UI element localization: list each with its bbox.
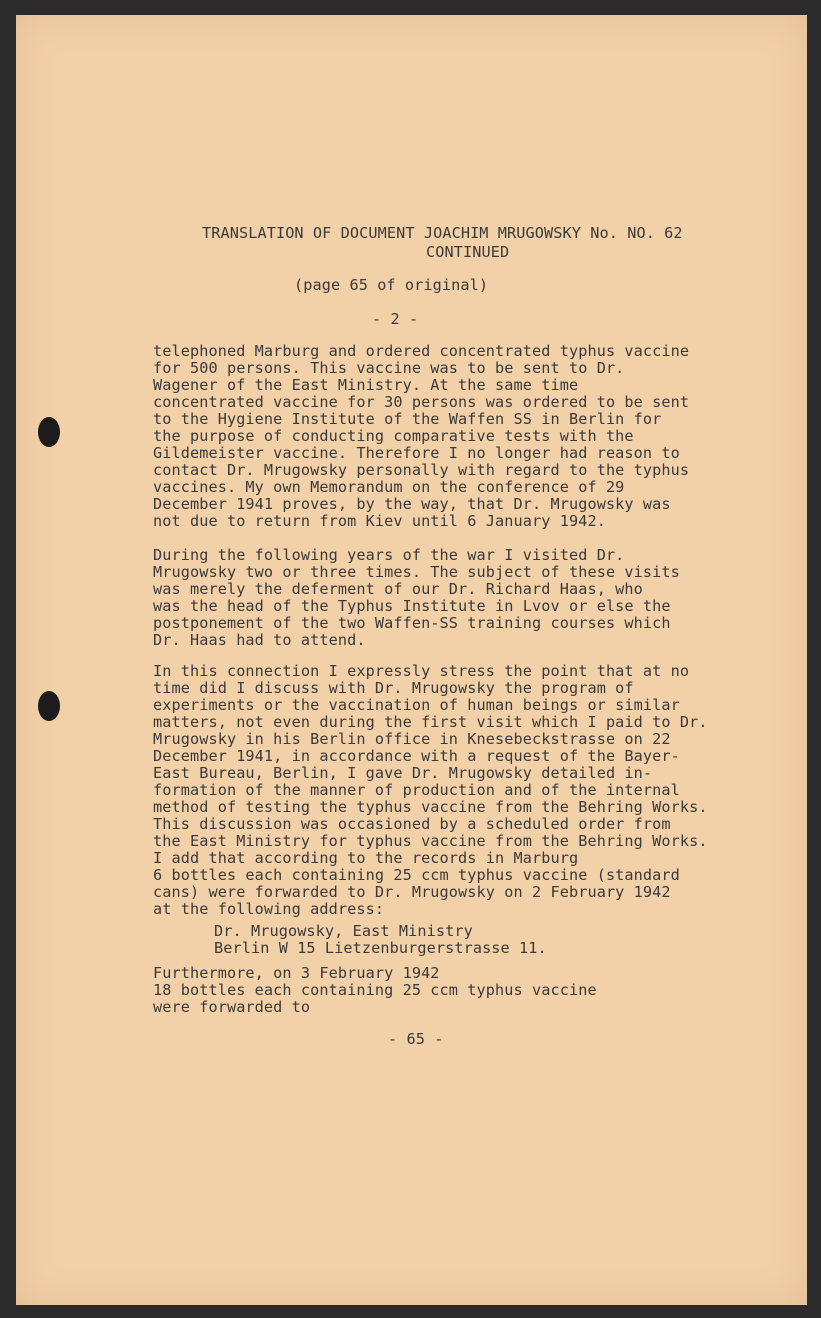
address-block: Dr. Mrugowsky, East Ministry Berlin W 15 Lietzenburgerstrasse 11.: [214, 922, 547, 957]
page-number: - 65 -: [388, 1030, 444, 1048]
punch-hole: [38, 417, 60, 447]
document-title-continued: CONTINUED: [426, 243, 510, 261]
document-title: TRANSLATION OF DOCUMENT JOACHIM MRUGOWSKY No. NO. 62: [202, 224, 683, 242]
paragraph-4: Furthermore, on 3 February 1942 18 bottles each containing 25 ccm typhus vaccine were forwarded to: [153, 964, 597, 1016]
page-reference: (page 65 of original): [294, 276, 489, 294]
paragraph-1: telephoned Marburg and ordered concentrated typhus vaccine for 500 persons. This vaccine was to be sent to Dr. Wagener of the East Ministry. At the same time concentrated vaccine for 30 persons was ordered to be sent to the Hygiene Institute of the Waffen SS in Berlin for the purpose of conducting comparative tests with the Gildemeister vaccine. Therefore I no longer had reason to contact Dr. Mrugowsky personally with regard to the typhus vaccines. My own Memorandum on the conference of 29 December 1941 proves, by the way, that Dr. Mrugowsky was not due to return from Kiev until 6 January 1942.: [153, 342, 690, 530]
page-marker: - 2 -: [372, 310, 419, 328]
paragraph-3: In this connection I expressly stress the point that at no time did I discuss with Dr. Mrugowsky the program of experiments or the vaccination of human beings or similar matters, not even during the first visit which I paid to Dr. Mrugowsky in his Berlin office in Knesebeckstrasse on 22 December 1941, in accordance with a request of the Bayer- East Bureau, Berlin, I gave Dr. Mrugowsky detailed in- formation of the manner of production and of the internal method of testing the typhus vaccine from the Behring Works. This discussion was occasioned by a scheduled order from the East Ministry for typhus vaccine from the Behring Works. I add that according to the records in Marburg 6 bottles each containing 25 ccm typhus vaccine (standard cans) were forwarded to Dr. Mrugowsky on 2 February 1942 at the following address:: [153, 662, 708, 918]
paragraph-2: During the following years of the war I visited Dr. Mrugowsky two or three times. The subject of these visits was merely the deferment of our Dr. Richard Haas, who was the head of the Typhus Institute in Lvov or else the postponement of the two Waffen-SS training courses which Dr. Haas had to attend.: [153, 546, 680, 649]
document-page: [16, 15, 807, 1305]
punch-hole: [38, 691, 60, 721]
